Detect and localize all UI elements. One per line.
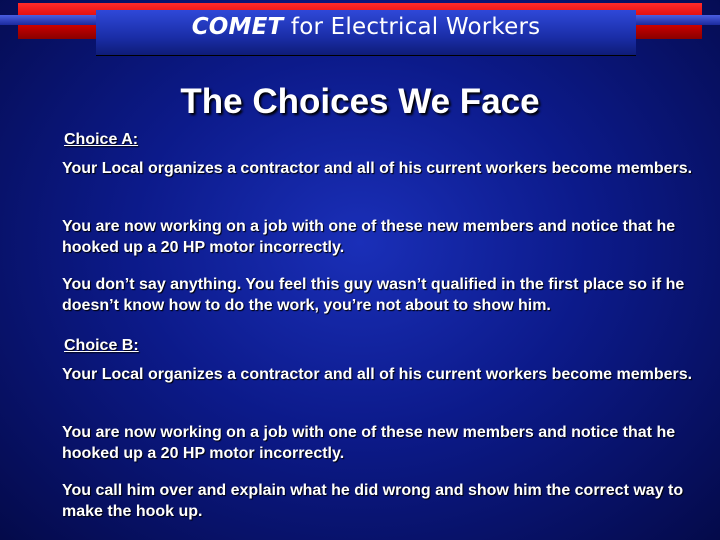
choice-a-paragraph-2: You are now working on a job with one of these new members and notice that he hooked up a 20 HP motor incorrectly. [62,218,676,256]
choice-a-paragraph-1: Your Local organizes a contractor and all of his current workers become members. [62,160,693,177]
slide-title: The Choices We Face [180,82,540,121]
choice-b-paragraph-3: You call him over and explain what he did wrong and show him the correct way to make the hook up. [62,482,684,520]
header-title [96,14,636,40]
choice-a-paragraph-3: You don’t say anything. You feel this guy wasn’t qualified in the first place so if he doesn’t know how to do the work, you’re not about to show him. [62,276,685,314]
choice-b-paragraph-2: You are now working on a job with one of these new members and notice that he hooked up a 20 HP motor incorrectly. [62,424,676,462]
header-subtitle: for Electrical Workers [283,14,541,40]
choice-b-label: Choice B: [64,337,139,354]
choice-a-label: Choice A: [64,131,139,148]
choice-b-paragraph-1: Your Local organizes a contractor and all of his current workers become members. [62,366,693,383]
header-brand: COMET [191,14,284,40]
